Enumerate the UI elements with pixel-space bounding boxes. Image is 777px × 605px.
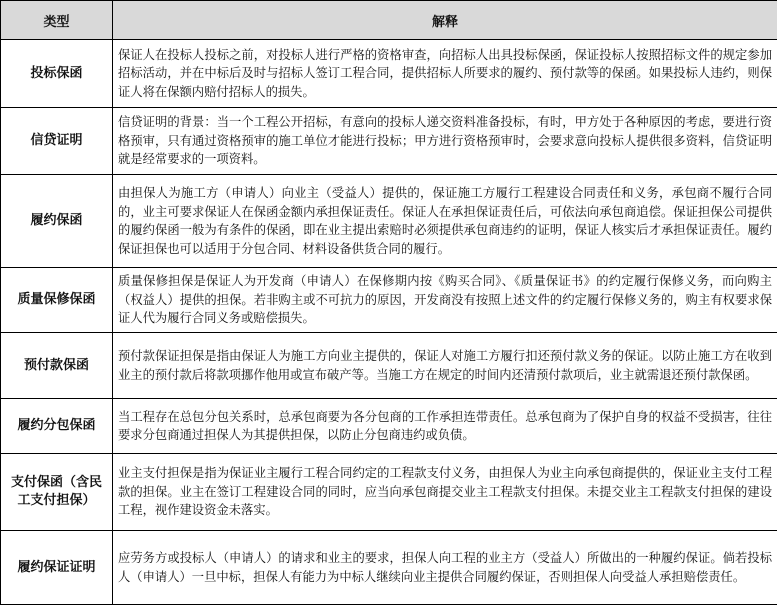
row-description: 由担保人为施工方（申请人）向业主（受益人）提供的，保证施工方履行工程建设合同责任和义务，承包商不履行合同的，业主可要求保证人在保函金额内承担保证责任。保证人在承担保证责任后，可依法向承包商追偿。保证担保公司提供的履约保函一般为有条件的保函，即在业主提出索赔时必须提供承包商违约的证明，保证人核实后才承担保证责任。履约保证担保也可以适用于分包合同、材料设备供货合同的履行。 bbox=[113, 175, 777, 268]
header-type: 类型 bbox=[1, 1, 113, 40]
table-row bbox=[1, 454, 777, 531]
table-row bbox=[1, 175, 777, 268]
row-description: 当工程存在总包分包关系时，总承包商要为各分包商的工作承担连带责任。总承包商为了保护自身的权益不受损害，往往要求分包商通过担保人为其提供担保，以防止分包商违约或负债。 bbox=[113, 399, 777, 454]
row-description: 信贷证明的背景：当一个工程公开招标，有意向的投标人递交资料准备投标，有时，甲方处于各种原因的考虑，要进行资格预审，只有通过资格预审的施工单位才能进行投标；甲方进行资格预审时，会要求意向投标人提供很多资料，信贷证明就是经常要求的一项资料。 bbox=[113, 108, 777, 175]
row-description: 应劳务方或投标人（申请人）的请求和业主的要求，担保人向工程的业主方（受益人）所做出的一种履约保证。倘若投标人（申请人）一旦中标，担保人有能力为中标人继续向业主提供合同履约保证，否则担保人向受益人承担赔偿责任。 bbox=[113, 531, 777, 605]
row-type: 履约保函 bbox=[1, 175, 113, 268]
table-row bbox=[1, 268, 777, 333]
row-type: 预付款保函 bbox=[1, 333, 113, 399]
table-row bbox=[1, 108, 777, 175]
table-row bbox=[1, 531, 777, 605]
row-type: 信贷证明 bbox=[1, 108, 113, 175]
row-description: 质量保修担保是保证人为开发商（申请人）在保修期内按《购买合同》、《质量保证书》的约定履行保修义务，而向购主（权益人）提供的担保。若非购主或不可抗力的原因，开发商没有按照上述文件的约定履行保修义务的，购主有权要求保证人代为履行合同义务或赔偿损失。 bbox=[113, 268, 777, 333]
row-description: 保证人在投标人投标之前，对投标人进行严格的资格审查，向招标人出具投标保函，保证投标人按照招标文件的规定参加招标活动，并在中标后及时与招标人签订工程合同，提供招标人所要求的履约、预付款等的保函。如果投标人违约，则保证人将在保额内赔付招标人的损失。 bbox=[113, 40, 777, 108]
row-description: 业主支付担保是指为保证业主履行工程合同约定的工程款支付义务，由担保人为业主向承包商提供的，保证业主支付工程款的担保。业主在签订工程建设合同的同时，应当向承包商提交业主工程款支付担保。未提交业主工程款支付担保的建设工程，视作建设资金未落实。 bbox=[113, 454, 777, 531]
header-description: 解释 bbox=[113, 1, 777, 40]
row-type: 履约分包保函 bbox=[1, 399, 113, 454]
row-type: 质量保修保函 bbox=[1, 268, 113, 333]
row-type: 支付保函（含民工支付担保） bbox=[1, 454, 113, 531]
row-type: 投标保函 bbox=[1, 40, 113, 108]
row-description: 预付款保证担保是指由保证人为施工方向业主提供的，保证人对施工方履行扣还预付款义务的保证。以防止施工方在收到业主的预付款后将款项挪作他用或宣布破产等。当施工方在规定的时间内还清预付款项后，业主就需退还预付款保函。 bbox=[113, 333, 777, 399]
row-type: 履约保证证明 bbox=[1, 531, 113, 605]
table-row bbox=[1, 40, 777, 108]
table-row bbox=[1, 399, 777, 454]
table-row bbox=[1, 333, 777, 399]
header-row bbox=[1, 1, 777, 40]
